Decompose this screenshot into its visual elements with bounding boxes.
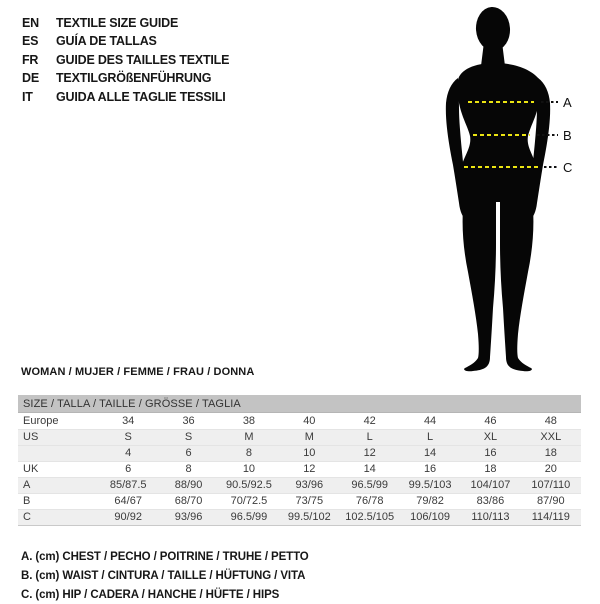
waist-marker-label: B bbox=[563, 128, 572, 143]
torso-shape bbox=[457, 63, 542, 202]
size-cell: L bbox=[400, 429, 460, 445]
language-row bbox=[22, 14, 229, 32]
size-cell: 14 bbox=[340, 461, 400, 477]
size-cell: 90/92 bbox=[98, 509, 158, 525]
right-leg-shape bbox=[500, 198, 533, 371]
row-label: A bbox=[18, 477, 98, 493]
size-cell: 34 bbox=[98, 413, 158, 429]
size-cell: 93/96 bbox=[158, 509, 218, 525]
language-title: GUÍA DE TALLAS bbox=[56, 34, 157, 49]
size-cell: 18 bbox=[460, 461, 520, 477]
size-table bbox=[18, 395, 581, 526]
left-leg-shape bbox=[463, 198, 496, 371]
size-cell: 90.5/92.5 bbox=[219, 477, 279, 493]
language-code: FR bbox=[22, 52, 39, 67]
size-cell: 79/82 bbox=[400, 493, 460, 509]
size-cell: L bbox=[340, 429, 400, 445]
size-cell: 73/75 bbox=[279, 493, 339, 509]
chest-marker-label: A bbox=[563, 95, 572, 110]
size-cell: 12 bbox=[340, 445, 400, 461]
language-title: GUIDA ALLE TAGLIE TESSILI bbox=[56, 89, 226, 104]
legend-line-waist: B. (cm) WAIST / CINTURA / TAILLE / HÜFTUNG / VITA bbox=[21, 569, 306, 582]
table-row bbox=[18, 429, 581, 445]
size-cell: M bbox=[279, 429, 339, 445]
woman-silhouette-figure bbox=[400, 0, 600, 380]
size-cell: 40 bbox=[279, 413, 339, 429]
size-cell: 96.5/99 bbox=[219, 509, 279, 525]
size-cell: 44 bbox=[400, 413, 460, 429]
language-row bbox=[22, 69, 229, 87]
size-cell: 20 bbox=[521, 461, 581, 477]
size-cell: 46 bbox=[460, 413, 520, 429]
size-cell: 107/110 bbox=[521, 477, 581, 493]
language-title: TEXTILGRÖßENFÜHRUNG bbox=[56, 71, 212, 86]
size-cell: 87/90 bbox=[521, 493, 581, 509]
size-cell: 18 bbox=[521, 445, 581, 461]
size-table-grid bbox=[18, 413, 581, 526]
legend-line-chest: A. (cm) CHEST / PECHO / POITRINE / TRUHE / PETTO bbox=[21, 551, 309, 563]
table-row bbox=[18, 509, 581, 525]
row-label: Europe bbox=[18, 413, 98, 429]
row-label: US bbox=[18, 429, 98, 445]
language-code: EN bbox=[22, 16, 39, 30]
section-title: WOMAN / MUJER / FEMME / FRAU / DONNA bbox=[21, 366, 255, 378]
size-cell: 8 bbox=[158, 461, 218, 477]
size-cell: S bbox=[158, 429, 218, 445]
woman-silhouette bbox=[446, 6, 550, 371]
size-cell: M bbox=[219, 429, 279, 445]
table-row bbox=[18, 413, 581, 429]
language-title: GUIDE DES TAILLES TEXTILE bbox=[56, 52, 230, 67]
size-cell: 8 bbox=[219, 445, 279, 461]
table-row bbox=[18, 493, 581, 509]
language-code: ES bbox=[22, 34, 39, 49]
size-cell: 88/90 bbox=[158, 477, 218, 493]
size-cell: 64/67 bbox=[98, 493, 158, 509]
row-label: C bbox=[18, 509, 98, 525]
size-cell: 4 bbox=[98, 445, 158, 461]
size-cell: 16 bbox=[460, 445, 520, 461]
size-cell: 38 bbox=[219, 413, 279, 429]
language-row bbox=[22, 88, 229, 106]
hip-marker-label: C bbox=[563, 160, 573, 175]
size-cell: 6 bbox=[158, 445, 218, 461]
size-cell: 99.5/103 bbox=[400, 477, 460, 493]
size-cell: 36 bbox=[158, 413, 218, 429]
size-cell: 12 bbox=[279, 461, 339, 477]
language-code: IT bbox=[22, 89, 33, 104]
neck-shape bbox=[481, 42, 505, 66]
measurement-legend bbox=[21, 548, 309, 604]
size-cell: 110/113 bbox=[460, 509, 520, 525]
size-cell: 99.5/102 bbox=[279, 509, 339, 525]
legend-line-hip: C. (cm) HIP / CADERA / HANCHE / HÜFTE / HIPS bbox=[21, 588, 280, 601]
size-cell: 16 bbox=[400, 461, 460, 477]
table-row bbox=[18, 477, 581, 493]
size-cell: 93/96 bbox=[279, 477, 339, 493]
size-cell: 106/109 bbox=[400, 509, 460, 525]
table-row bbox=[18, 461, 581, 477]
size-cell: 6 bbox=[98, 461, 158, 477]
size-cell: 102.5/105 bbox=[340, 509, 400, 525]
size-table-body bbox=[18, 413, 581, 525]
size-cell: 83/86 bbox=[460, 493, 520, 509]
size-cell: 42 bbox=[340, 413, 400, 429]
row-label: UK bbox=[18, 461, 98, 477]
size-cell: XXL bbox=[521, 429, 581, 445]
size-cell: 104/107 bbox=[460, 477, 520, 493]
size-cell: 114/119 bbox=[521, 509, 581, 525]
language-title: TEXTILE SIZE GUIDE bbox=[56, 16, 179, 30]
size-cell: 10 bbox=[219, 461, 279, 477]
size-table-header: SIZE / TALLA / TAILLE / GRÖSSE / TAGLIA bbox=[18, 395, 581, 413]
size-cell: 70/72.5 bbox=[219, 493, 279, 509]
size-cell: 14 bbox=[400, 445, 460, 461]
table-row bbox=[18, 445, 581, 461]
language-title-list bbox=[22, 14, 229, 106]
size-cell: 48 bbox=[521, 413, 581, 429]
size-cell: 68/70 bbox=[158, 493, 218, 509]
size-cell: 10 bbox=[279, 445, 339, 461]
row-label bbox=[18, 445, 98, 461]
language-code: DE bbox=[22, 71, 39, 86]
row-label: B bbox=[18, 493, 98, 509]
size-cell: XL bbox=[460, 429, 520, 445]
size-cell: S bbox=[98, 429, 158, 445]
size-cell: 96.5/99 bbox=[340, 477, 400, 493]
language-row bbox=[22, 51, 229, 69]
size-cell: 85/87.5 bbox=[98, 477, 158, 493]
language-row bbox=[22, 32, 229, 50]
size-cell: 76/78 bbox=[340, 493, 400, 509]
